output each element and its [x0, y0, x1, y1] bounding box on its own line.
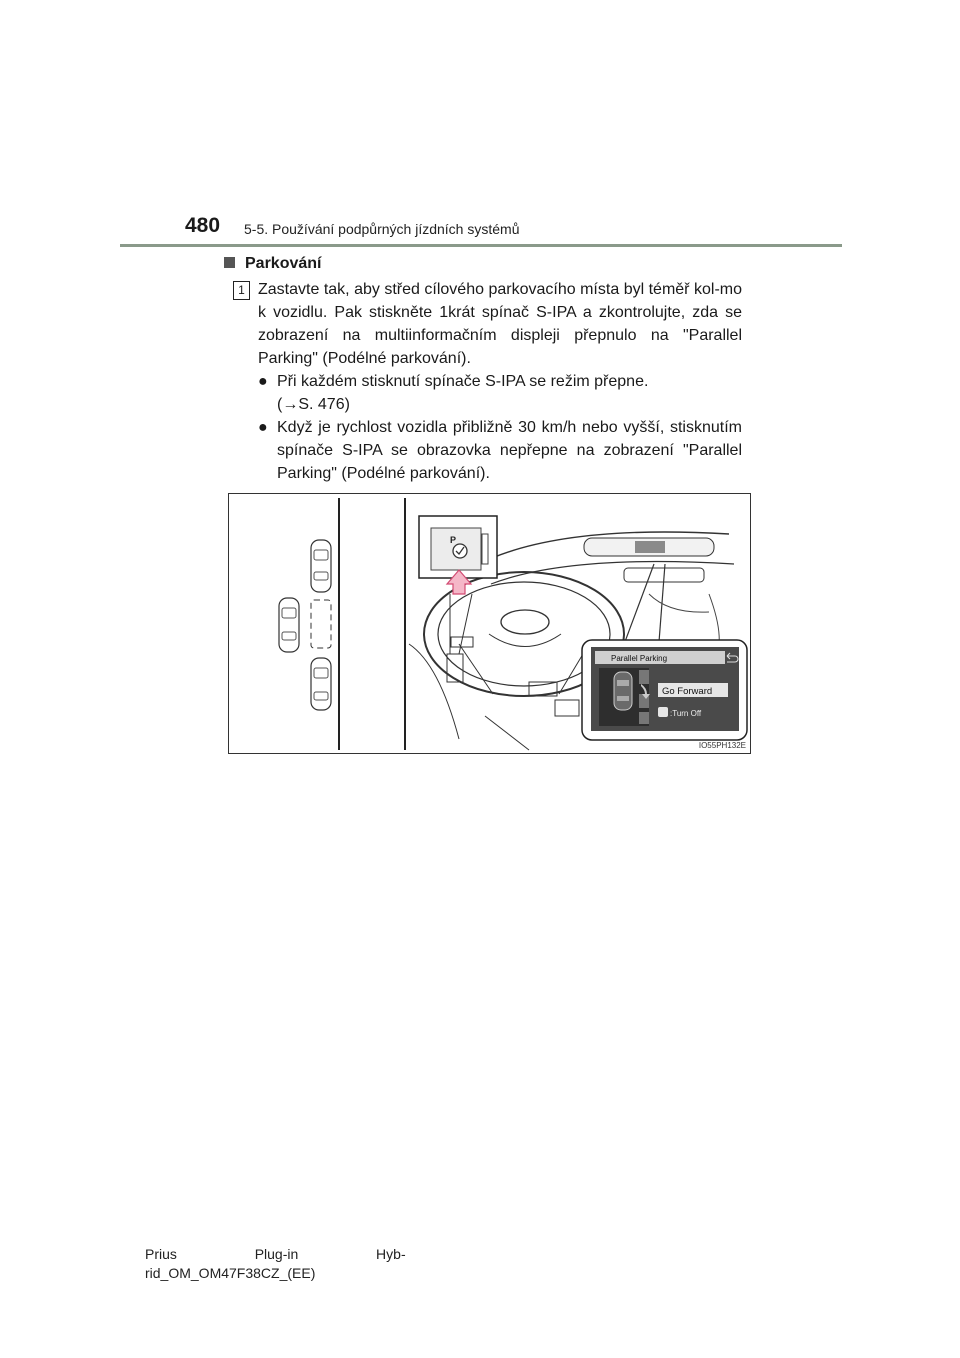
switch-letter: P — [450, 535, 457, 545]
bullet-dot-icon: ● — [258, 373, 268, 390]
page-number: 480 — [185, 214, 221, 237]
header-divider — [120, 244, 842, 247]
footer-line-1: Prius Plug-in Hyb- — [145, 1246, 406, 1262]
bullet-item-1-line2: (→S. 476) — [277, 396, 350, 413]
section-heading-text: Parkování — [245, 255, 322, 272]
turn-off-label: :Turn Off — [670, 709, 702, 718]
parked-car-bottom — [311, 658, 331, 710]
bullet-item-2-text: Když je rychlost vozidla přibližně 30 km/h nebo vyšší, stisknutím spínače S-IPA se obrazovka nepřepne na zobrazení "Parallel Parking" (Podélné parkování). — [277, 419, 742, 482]
bullet-item-1-text — [277, 370, 742, 416]
section-heading — [224, 255, 321, 273]
step-number-box: 1 — [233, 281, 250, 300]
header-section-title: 5-5. Používání podpůrných jízdních systémů — [244, 221, 520, 237]
target-parking-space — [311, 600, 331, 648]
bullet-dot-icon: ● — [258, 419, 268, 436]
bullet-item-1-line1: Při každém stisknutí spínače S-IPA se režim přepne. — [277, 373, 649, 390]
parked-car-top — [311, 540, 331, 592]
footer-model-info — [145, 1245, 406, 1283]
parking-illustration — [228, 493, 751, 754]
s-ipa-switch-inset — [419, 516, 497, 654]
screen-title: Parallel Parking — [611, 654, 668, 663]
go-forward-label: Go Forward — [662, 686, 713, 697]
multi-information-display-inset — [582, 640, 747, 740]
square-bullet-icon — [224, 257, 235, 268]
figure-code: IO55PH132E — [698, 741, 746, 750]
footer-line-2: rid_OM_OM47F38CZ_(EE) — [145, 1265, 316, 1281]
step-1-text: Zastavte tak, aby střed cílového parkovacího místa byl téměř kol-mo k vozidlu. Pak stiskněte 1krát spínač S-IPA a zkontrolujte, zda se zobrazení na multiinformačním displeji přepnulo na "Parallel Parking" (Podélné parkování). — [258, 281, 742, 367]
own-car — [279, 598, 299, 652]
dashboard-illustration — [229, 494, 750, 753]
